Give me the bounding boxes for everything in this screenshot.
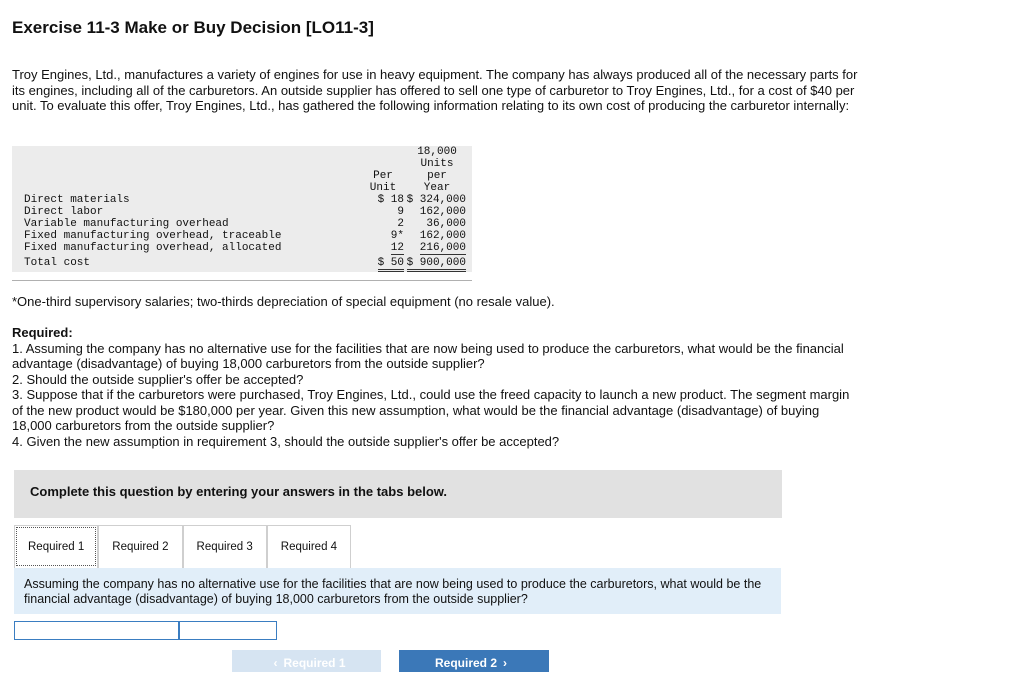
required-item: 3. Suppose that if the carburetors were purchased, Troy Engines, Ltd., could use the freed capacity to launch a new product. The segment margin of the new product would be $180,000 per year. Given this new assumption, what would be the financial advantage (disadvantage) of buying 18,000 carburetors from the outside supplier?: [12, 387, 850, 433]
total-unit-cost: $ 50: [378, 257, 404, 272]
row-year-cost: 162,000: [419, 206, 466, 218]
table-row: [12, 242, 472, 254]
row-year-cost: 216,000: [419, 242, 466, 254]
answer-row: [14, 621, 277, 640]
intro-text: Troy Engines, Ltd., manufactures a variety of engines for use in heavy equipment. The company has always produced all of the necessary parts for its engines, including all of the carburetors. An outside supplier has offered to sell one type of carburetor to Troy Engines, Ltd., for a cost of $40 per unit. To evaluate this offer, Troy Engines, Ltd., has gathered the following information relating to its own cost of producing the carburetor internally:: [12, 67, 858, 113]
row-unit-cost: 9*: [390, 230, 404, 242]
required-item: 1. Assuming the company has no alternative use for the facilities that are now being used to produce the carburetors, what would be the financial advantage (disadvantage) of buying 18,000 carburetors from the outside supplier?: [12, 340, 844, 371]
row-unit-cost: 2: [397, 218, 404, 230]
row-label: Direct labor: [24, 206, 104, 218]
row-label: Direct materials: [24, 194, 130, 206]
total-year-cost: $ 900,000: [407, 257, 466, 272]
cost-table-body: [12, 194, 472, 272]
row-year-cost: $ 324,000: [406, 194, 466, 206]
row-unit-cost: $ 18: [377, 194, 404, 206]
row-year-cost: 36,000: [426, 218, 466, 230]
row-unit-cost: 9: [397, 206, 404, 218]
required-heading: Required:: [12, 325, 73, 340]
row-label: Variable manufacturing overhead: [24, 218, 229, 230]
row-unit-cost: 12: [390, 242, 404, 254]
table-divider: [12, 280, 472, 281]
tab-required-4[interactable]: Required 4: [267, 525, 351, 568]
header-per-unit: Per Unit: [369, 170, 397, 194]
required-section: [12, 325, 852, 449]
table-row: [12, 230, 472, 242]
row-label: Fixed manufacturing overhead, traceable: [24, 230, 282, 242]
row-year-cost: 162,000: [419, 230, 466, 242]
tab-required-2[interactable]: Required 2: [98, 525, 182, 568]
chevron-left-icon: ‹: [273, 656, 278, 670]
chevron-right-icon: ›: [503, 656, 507, 670]
cost-table-header: [12, 146, 472, 194]
tab-required-3[interactable]: Required 3: [183, 525, 267, 568]
answer-label-input[interactable]: [15, 622, 180, 639]
page-title: Exercise 11-3 Make or Buy Decision [LO11-3]: [12, 18, 374, 37]
banner-text: Complete this question by entering your answers in the tabs below.: [30, 484, 448, 499]
row-label: Fixed manufacturing overhead, allocated: [24, 242, 282, 254]
cost-table: [12, 146, 472, 281]
instructions-banner: [14, 470, 782, 518]
table-row: [12, 218, 472, 230]
footnote: *One-third supervisory salaries; two-thirds depreciation of special equipment (no resale value).: [12, 294, 555, 309]
table-row: [12, 194, 472, 206]
tab-panel-question: [14, 568, 781, 614]
prev-button[interactable]: ‹ Required 1: [232, 650, 381, 672]
panel-question-text: Assuming the company has no alternative use for the facilities that are now being used to produce the carburetors, what would be the financial advantage (disadvantage) of buying 18,000 carburetors from the outside supplier?: [24, 577, 762, 606]
total-label: Total cost: [24, 257, 91, 269]
required-item: 4. Given the new assumption in requirement 3, should the outside supplier's offer be accepted?: [12, 433, 560, 449]
answer-amount-input[interactable]: [180, 622, 276, 639]
required-item: 2. Should the outside supplier's offer be accepted?: [12, 371, 304, 387]
total-row: [12, 254, 472, 272]
tab-required-1[interactable]: Required 1: [14, 525, 98, 568]
tab-bar: [14, 525, 351, 568]
next-button[interactable]: Required 2 ›: [399, 650, 549, 672]
header-per-year: 18,000 Units per Year: [417, 146, 457, 194]
table-row: [12, 206, 472, 218]
